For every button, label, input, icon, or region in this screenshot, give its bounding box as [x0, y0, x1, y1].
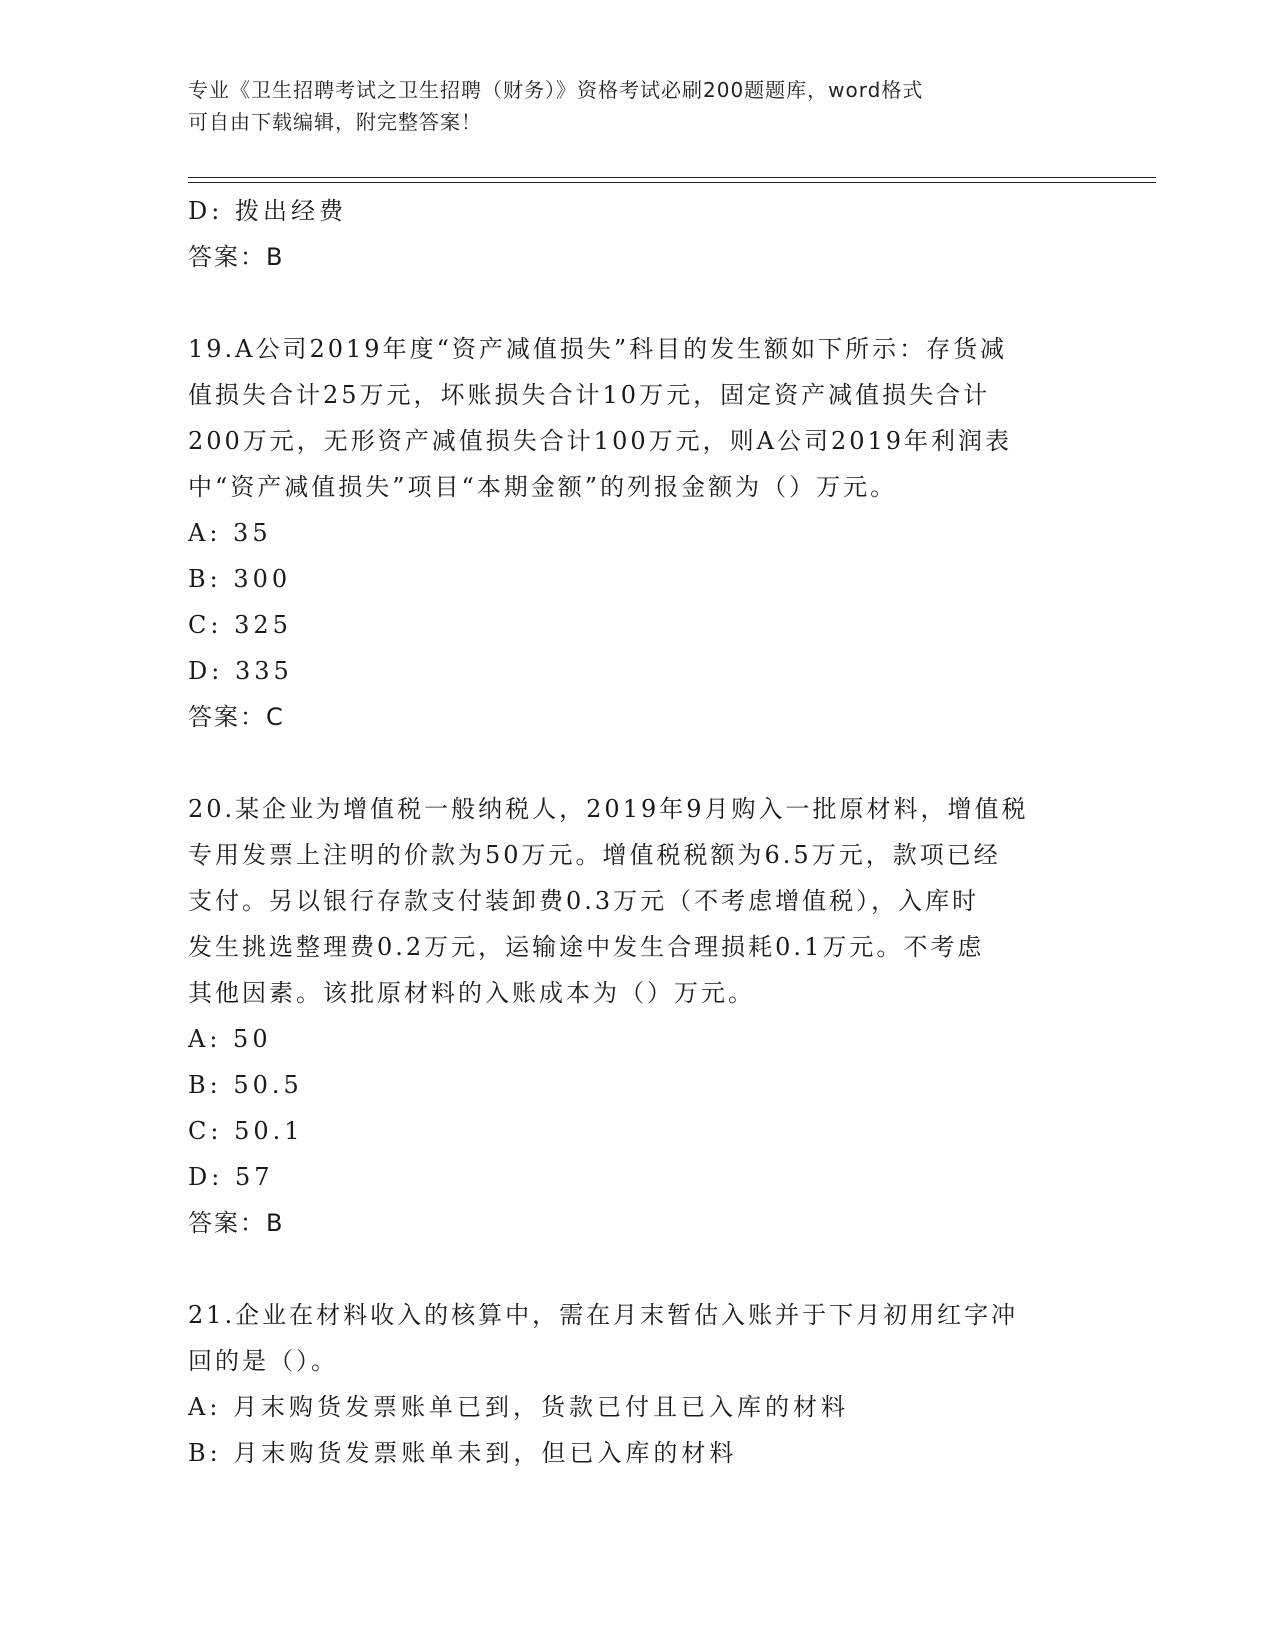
header-line-2: 可自由下载编辑，附完整答案！ [188, 110, 482, 134]
document-header [188, 74, 1088, 138]
header-rule-top [188, 177, 1156, 178]
spacer [188, 280, 1088, 326]
question-20-option-c: C: 50.1 [188, 1117, 304, 1145]
question-19-stem-line: 200万元，无形资产减值损失合计100万元，则A公司2019年利润表 [188, 427, 1013, 455]
question-20-stem [188, 786, 1088, 1016]
question-19-option-b: B: 300 [188, 565, 292, 593]
question-19-option-c: C: 325 [188, 611, 292, 639]
document-body [188, 188, 1088, 1476]
question-20-option-d: D: 57 [188, 1163, 274, 1191]
prev-option-d: D: 拨出经费 [188, 197, 347, 225]
question-20-stem-line: 20.某企业为增值税一般纳税人，2019年9月购入一批原材料，增值税 [188, 795, 1029, 823]
question-20-option-a: A: 50 [188, 1025, 272, 1053]
question-19-stem-line: 值损失合计25万元，坏账损失合计10万元，固定资产减值损失合计 [188, 381, 991, 409]
question-20-stem-line: 支付。另以银行存款支付装卸费0.3万元（不考虑增值税），入库时 [188, 887, 980, 915]
question-20-answer: 答案：B [188, 1209, 285, 1237]
header-rule-bottom [188, 182, 1156, 183]
question-19-stem [188, 326, 1088, 510]
spacer [188, 1246, 1088, 1292]
question-19-stem-line: 中“资产减值损失”项目“本期金额”的列报金额为（）万元。 [188, 473, 898, 501]
question-20-stem-line: 专用发票上注明的价款为50万元。增值税税额为6.5万元，款项已经 [188, 841, 1001, 869]
question-19-option-d: D: 335 [188, 657, 293, 685]
header-line-1: 专业《卫生招聘考试之卫生招聘（财务）》资格考试必刷200题题库，word格式 [188, 78, 924, 102]
question-21-option-b: B: 月末购货发票账单未到，但已入库的材料 [188, 1439, 738, 1467]
question-21-option-a: A: 月末购货发票账单已到，货款已付且已入库的材料 [188, 1393, 850, 1421]
question-20-stem-line: 发生挑选整理费0.2万元，运输途中发生合理损耗0.1万元。不考虑 [188, 933, 985, 961]
prev-answer: 答案：B [188, 243, 285, 271]
question-21-stem-line: 回的是（）。 [188, 1347, 338, 1375]
spacer [188, 740, 1088, 786]
question-20-option-b: B: 50.5 [188, 1071, 303, 1099]
question-21-stem [188, 1292, 1088, 1384]
question-19-option-a: A: 35 [188, 519, 272, 547]
question-19-answer: 答案：C [188, 703, 285, 731]
question-21-stem-line: 21.企业在材料收入的核算中，需在月末暂估入账并于下月初用红字冲 [188, 1301, 1019, 1329]
question-19-stem-line: 19.A公司2019年度“资产减值损失”科目的发生额如下所示：存货减 [188, 335, 1008, 363]
question-20-stem-line: 其他因素。该批原材料的入账成本为（）万元。 [188, 979, 755, 1007]
